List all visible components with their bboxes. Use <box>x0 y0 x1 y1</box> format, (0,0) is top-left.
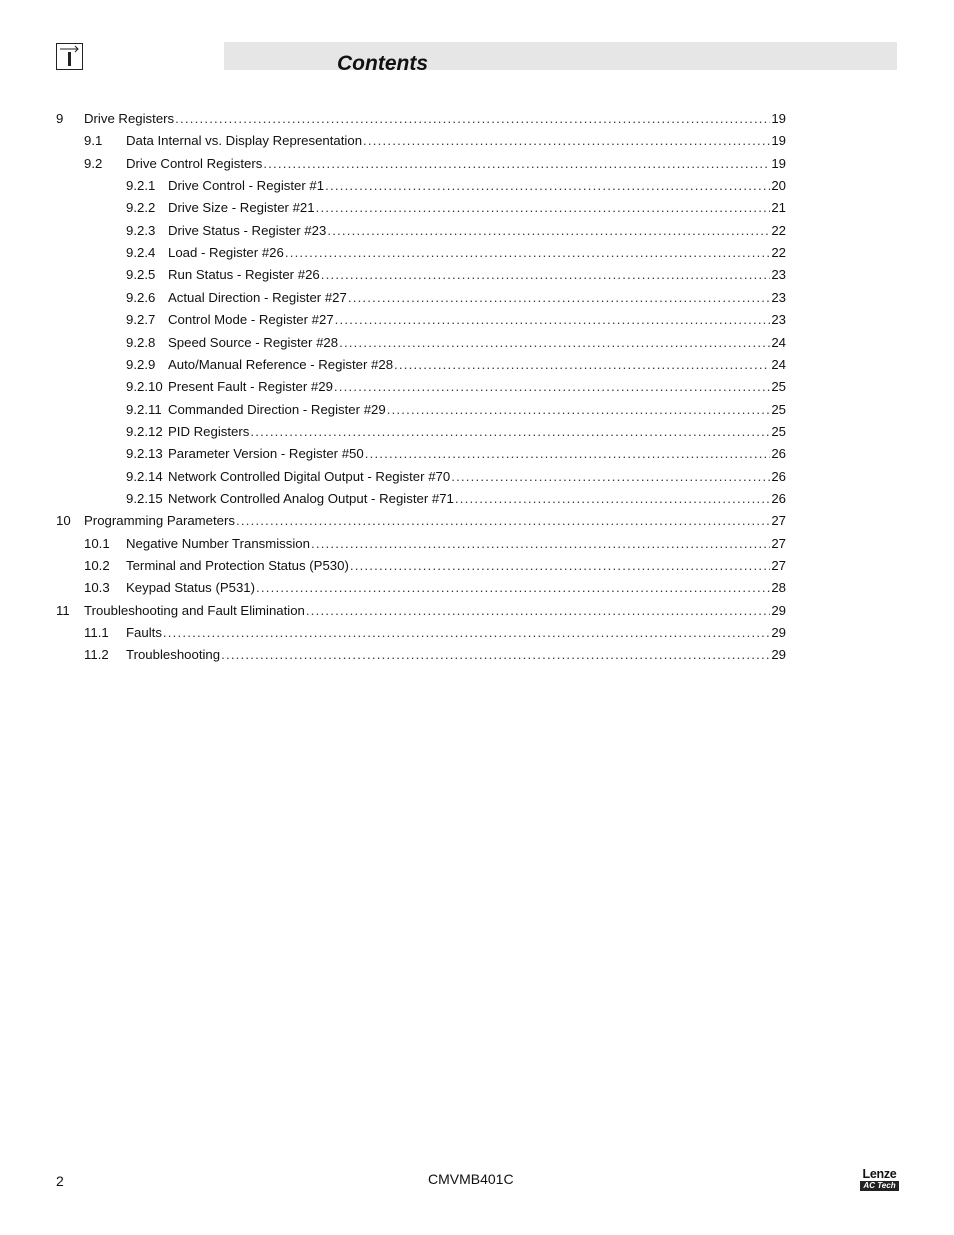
toc-entry[interactable] <box>126 242 786 264</box>
toc-entry-page: 20 <box>771 178 786 194</box>
toc-entry-title: Drive Size - Register #21 <box>168 200 315 216</box>
toc-entry[interactable] <box>126 175 786 197</box>
toc-leader-dots <box>175 108 770 130</box>
toc-entry-page: 25 <box>771 379 786 395</box>
toc-entry-page: 24 <box>771 356 786 372</box>
toc-leader-dots <box>335 309 771 331</box>
toc-leader-dots <box>327 220 770 242</box>
toc-entry[interactable] <box>126 220 786 242</box>
toc-leader-dots <box>363 130 770 152</box>
toc-entry[interactable] <box>126 488 786 510</box>
toc-leader-dots <box>348 287 770 309</box>
toc-entry-number: 10.3 <box>84 580 110 596</box>
toc-entry-number: 9.2.9 <box>126 356 156 372</box>
toc-entry-page: 26 <box>771 490 786 506</box>
toc-leader-dots <box>365 443 771 465</box>
toc-entry-title: PID Registers <box>168 423 250 439</box>
toc-entry-number: 9.2.10 <box>126 379 163 395</box>
lenze-logo <box>860 1167 899 1193</box>
toc-leader-dots <box>221 644 770 666</box>
toc-entry-number: 9.2.12 <box>126 423 163 439</box>
toc-entry-page: 26 <box>771 446 786 462</box>
toc-entry[interactable] <box>126 421 786 443</box>
title-bar <box>224 42 897 70</box>
toc-leader-dots <box>321 264 771 286</box>
toc-entry-page: 19 <box>771 111 786 126</box>
toc-entry-number: 9 <box>56 111 64 126</box>
toc-entry-number: 9.2.5 <box>126 267 156 283</box>
toc-entry-title: Present Fault - Register #29 <box>168 379 333 395</box>
toc-entry-page: 22 <box>771 222 786 238</box>
toc-entry-number: 9.2.7 <box>126 312 156 328</box>
toc-entry-page: 26 <box>771 468 786 484</box>
toc-entry-number: 9.2.4 <box>126 245 156 261</box>
toc-leader-dots <box>316 197 771 219</box>
toc-entry-page: 23 <box>771 267 786 283</box>
toc-entry-page: 24 <box>771 334 786 350</box>
toc-entry-title: Network Controlled Digital Output - Register #70 <box>168 468 451 484</box>
toc-entry[interactable] <box>126 264 786 286</box>
toc-entry-number: 9.2.6 <box>126 289 156 305</box>
toc-entry-page: 29 <box>771 602 786 618</box>
toc-entry-title: Network Controlled Analog Output - Register #71 <box>168 490 454 506</box>
toc-entry-number: 9.2.15 <box>126 490 163 506</box>
toc-leader-dots <box>334 376 770 398</box>
toc-entry-number: 11 <box>56 602 70 618</box>
toc-entry-page: 21 <box>771 200 786 216</box>
toc-entry-title: Data Internal vs. Display Representation <box>126 133 363 149</box>
toc-leader-dots <box>250 421 770 443</box>
toc-entry-page: 23 <box>771 312 786 328</box>
toc-leader-dots <box>263 153 770 175</box>
toc-leader-dots <box>455 488 770 510</box>
toc-leader-dots <box>311 533 770 555</box>
toc-leader-dots <box>285 242 770 264</box>
toc-leader-dots <box>387 399 771 421</box>
toc-leader-dots <box>236 510 770 532</box>
toc-entry[interactable] <box>56 600 786 622</box>
footer-page-number: 2 <box>56 1173 64 1189</box>
toc-entry-title: Drive Control - Register #1 <box>168 178 325 194</box>
toc-entry-number: 9.2.2 <box>126 200 156 216</box>
toc-entry-page: 25 <box>771 423 786 439</box>
toc-entry-number: 11.2 <box>84 647 109 663</box>
toc-entry-title: Control Mode - Register #27 <box>168 312 334 328</box>
toc-entry-page: 27 <box>771 535 786 551</box>
info-icon <box>56 43 83 70</box>
toc-entry[interactable] <box>126 443 786 465</box>
toc-entry-page: 22 <box>771 245 786 261</box>
toc-entry-title: Run Status - Register #26 <box>168 267 320 283</box>
toc-entry-page: 19 <box>771 133 786 149</box>
toc-entry-number: 10.2 <box>84 558 110 573</box>
toc-entry[interactable] <box>56 510 786 532</box>
toc-entry-page: 27 <box>771 513 786 529</box>
toc-leader-dots <box>325 175 770 197</box>
toc-entry[interactable] <box>84 153 786 175</box>
toc-entry-title: Negative Number Transmission <box>126 535 310 551</box>
toc-leader-dots <box>163 622 770 644</box>
toc-entry-number: 9.2.1 <box>126 178 156 194</box>
toc-entry[interactable] <box>84 622 786 644</box>
toc-entry-number: 9.1 <box>84 133 103 149</box>
toc-entry[interactable] <box>84 130 786 152</box>
toc-entry-page: 25 <box>771 401 786 417</box>
toc-entry[interactable] <box>126 332 786 354</box>
logo-wordmark: Lenze <box>862 1167 897 1181</box>
toc-entry-title: Troubleshooting <box>126 647 221 663</box>
toc-entry-title: Troubleshooting and Fault Elimination <box>84 602 305 618</box>
toc-entry-number: 10 <box>56 513 71 529</box>
toc-leader-dots <box>394 354 770 376</box>
toc-entry-number: 11.1 <box>84 625 109 641</box>
toc-entry-title: Drive Control Registers <box>126 155 263 171</box>
toc-entry-number: 9.2 <box>84 155 103 171</box>
toc-entry-number: 9.2.14 <box>126 468 163 484</box>
toc-entry-number: 9.2.3 <box>126 222 156 238</box>
toc-entry-number: 10.1 <box>84 535 110 551</box>
logo-subbrand: AC Tech <box>860 1181 899 1191</box>
toc-entry-page: 29 <box>771 625 786 641</box>
toc-entry[interactable] <box>84 577 786 599</box>
toc-entry[interactable] <box>126 287 786 309</box>
toc-entry-title: Faults <box>126 625 162 641</box>
toc-entry-page: 23 <box>771 289 786 305</box>
toc-leader-dots <box>339 332 770 354</box>
toc-entry-number: 9.2.11 <box>126 401 162 417</box>
toc-entry[interactable] <box>84 644 786 666</box>
toc-entry-title: Speed Source - Register #28 <box>168 334 339 350</box>
toc-entry-title: Drive Status - Register #23 <box>168 222 327 238</box>
toc-entry[interactable] <box>126 376 786 398</box>
toc-entry[interactable] <box>126 197 786 219</box>
toc-entry-title: Keypad Status (P531) <box>126 580 256 596</box>
toc-entry-page: 28 <box>771 580 786 596</box>
toc-entry-title: Commanded Direction - Register #29 <box>168 401 386 417</box>
toc-entry[interactable] <box>126 399 786 421</box>
toc-entry-number: 9.2.13 <box>126 446 163 462</box>
toc-entry-page: 27 <box>771 558 786 573</box>
toc-leader-dots <box>256 577 770 599</box>
toc-entry[interactable] <box>84 555 786 577</box>
toc-entry[interactable] <box>126 354 786 376</box>
toc-entry[interactable] <box>56 108 786 130</box>
toc-entry-title: Programming Parameters <box>84 513 235 529</box>
toc-entry-number: 9.2.8 <box>126 334 156 350</box>
toc-entry-title: Auto/Manual Reference - Register #28 <box>168 356 394 372</box>
toc-entry[interactable] <box>126 466 786 488</box>
toc-entry-title: Parameter Version - Register #50 <box>168 446 364 462</box>
page-title: Contents <box>337 52 428 75</box>
toc-leader-dots <box>350 555 770 577</box>
footer-document-code: CMVMB401C <box>428 1171 514 1187</box>
toc-leader-dots <box>451 466 770 488</box>
toc-entry-page: 29 <box>771 647 786 663</box>
toc-entry[interactable] <box>126 309 786 331</box>
toc-entry-title: Drive Registers <box>84 111 175 126</box>
toc-entry-title: Actual Direction - Register #27 <box>168 289 347 305</box>
toc-entry-title: Terminal and Protection Status (P530) <box>126 558 349 573</box>
toc-leader-dots <box>306 600 770 622</box>
toc-entry[interactable] <box>84 533 786 555</box>
toc-entry-page: 19 <box>771 155 786 171</box>
toc-entry-title: Load - Register #26 <box>168 245 284 261</box>
